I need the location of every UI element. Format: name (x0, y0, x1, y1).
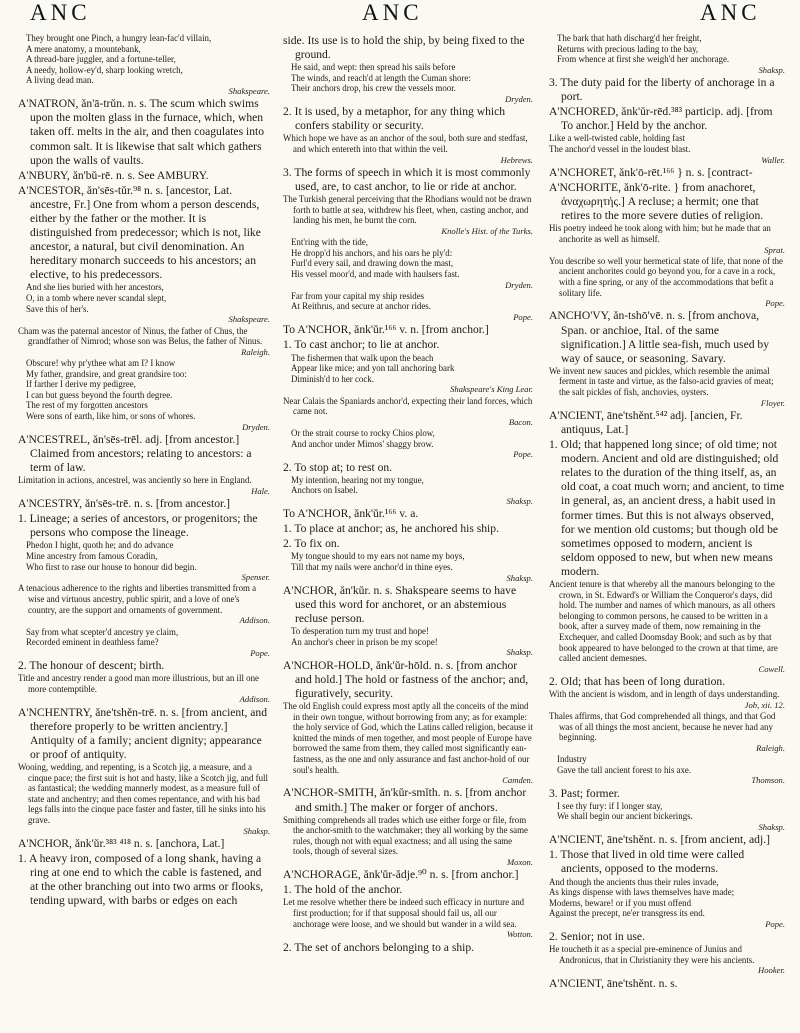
quotation-line: A thread-bare juggler, and a fortune-teller, (26, 54, 176, 65)
dictionary-entry: 1. The hold of the anchor. (283, 883, 403, 897)
citation-author: Shaksp. (506, 647, 533, 658)
citation-text: Cham was the paternal ancestor of Ninus, the father of Chus, the grandfather of Nimrod; whose son was Belus, the father of Ninus. (18, 325, 263, 347)
dictionary-entry: A'NCHORED, ǎnk'ǔr-rēd.³⁸³ particip. adj. [from To anchor.] Held by the anchor. (549, 105, 773, 133)
citation-text: Which hope we have as an anchor of the soul, both sure and stedfast, and which entereth into that within the veil. (283, 133, 528, 155)
citation-author: Job, xii. 12. (744, 699, 785, 710)
dictionary-entry: 2. To stop at; to rest on. (283, 460, 393, 474)
citation-author: Shaksp. (243, 825, 270, 836)
citation-author: Hooker. (758, 965, 785, 976)
dictionary-entry: A'NCHORAGE, ǎnk'ǔr-ǎdje.⁹⁰ n. s. [from anchor.] (283, 868, 519, 882)
column-2 (283, 33, 533, 1028)
citation-text: Like a well-twisted cable, holding fast (549, 133, 686, 144)
citation-author: Sprat. (764, 244, 785, 255)
citation-text: Against the precept, ne'er transgress its end. (549, 908, 705, 919)
quotation-line: Recorded eminent in deathless fame? (26, 637, 159, 648)
header-right: ANC (700, 0, 761, 25)
dictionary-entry: side. Its use is to hold the ship, by being fixed to the ground. (283, 34, 525, 62)
citation-author: Cowell. (758, 663, 785, 674)
quotation-line: A needy, hollow-ey'd, sharp looking wretch, (26, 64, 183, 75)
citation-author: Shaksp. (758, 64, 785, 75)
dictionary-entry: A'NCHOR-HOLD, ǎnk'ǔr-hōld. n. s. [from anchor and hold.] The hold or fastness of the anchor; and, figuratively, security. (283, 658, 529, 700)
citation-author: Camden. (502, 775, 533, 786)
citation-text: And though the ancients thus their rules invade, (549, 876, 719, 887)
quotation-line: From whence at first she weigh'd her anchorage. (557, 54, 730, 65)
citation-text: Moderns, beware! or if you must offend (549, 897, 692, 908)
quotation-line: Industry (557, 754, 587, 765)
citation-author: Shakspeare's King Lear. (450, 384, 533, 395)
quotation-line: We shall begin our ancient bickerings. (557, 811, 693, 822)
citation-author: Moxon. (506, 857, 533, 867)
citation-text: Let me resolve whether there be indeed such efficacy in nurture and first production; for if that supposal should fail us, all our anchorage were loose, and we should but wander in a wild sea. (283, 897, 525, 929)
quotation-line: My father, grandsire, and great grandsire too: (26, 368, 187, 379)
quotation-line: The bark that hath discharg'd her freight, (557, 33, 702, 43)
quotation-line: The winds, and reach'd at length the Cuman shore: (291, 72, 471, 83)
column-3 (549, 33, 785, 1028)
quotation-line: Appear like mice; and yon tall anchoring bark (291, 363, 455, 374)
citation-text: The Turkish general perceiving that the Rhodians would not be drawn forth to battle at sea, withdrew his fleet, when, casting anchor, and landing his men, he burnt the corn. (283, 194, 532, 226)
quotation-line: Mine ancestry from famous Coradin, (26, 550, 158, 561)
citation-author: Wotton. (506, 929, 533, 940)
citation-author: Addison. (239, 615, 270, 626)
citation-author: Dryden. (505, 279, 533, 290)
citation-text: Near Calais the Spaniards anchor'd, expecting their land forces, which came not. (283, 395, 533, 417)
quotation-line: O, in a tomb where never scandal slept, (26, 293, 167, 304)
dictionary-entry: A'NCHOR, ǎnk'ǔr.³⁸³ ⁴¹⁸ n. s. [anchora, Lat.] (18, 836, 225, 850)
dictionary-entry: A'NCHOR-SMITH, ǎn'kǔr-smǐth. n. s. [from anchor and smith.] The maker or forger of anchors. (283, 786, 527, 814)
dictionary-entry: A'NCESTOR, ǎn'sēs-tǔr.⁹⁸ n. s. [ancestor, Lat. ancestre, Fr.] One from whom a person descends, either by the father or the mother. It is distinguished from predecessor; which is not, like ancestor, a natural, but civil denomination. An hereditary monarch succeeds to his ancestors; an elective, to his predecessors. (18, 183, 261, 282)
quotation-line: Obscure! why pr'ythee what am I? I know (26, 358, 176, 369)
quotation-line: Who first to rase our house to honour did begin. (26, 561, 197, 572)
quotation-line: I see thy fury: if I longer stay, (557, 800, 663, 811)
citation-text: Ancient tenure is that whereby all the manours belonging to the crown, in St. Edward's or William the Conqueror's days, did hold. The number and names of which manours, as all others belonging to common persons, he caused to be written in a book, after a survey made of them, now remaining in the Exchequer, and called Doomsday Book; and such as by that book appeared to have belonged to the crown at that time, are called ancient demesnes. (549, 579, 778, 664)
quotation-line: An anchor's cheer in prison be my scope! (291, 636, 438, 647)
citation-author: Shakspeare. (228, 85, 270, 96)
citation-text: We invent new sauces and pickles, which resemble the animal ferment in taste and virtue, as the falso-acid gravies of meat; the salt pickles of fish, anchovies, oysters. (549, 365, 774, 398)
quotation-line: I can but guess beyond the fourth degree. (26, 389, 173, 400)
column-1 (18, 33, 270, 1028)
citation-text: Title and ancestry render a good man more illustrious, but an ill one more contemptible. (18, 673, 259, 694)
dictionary-entry: A'NCIENT, āne'tshěnt. n. s. (549, 976, 678, 990)
dictionary-entry: A'NCIENT, āne'tshěnt. n. s. [from ancient, adj.] (549, 833, 770, 847)
citation-text: With the ancient is wisdom, and in length of days understanding. (549, 689, 780, 700)
citation-text: As kings dispense with laws themselves have made; (549, 887, 735, 898)
dictionary-entry: A'NCHOR, ǎn'kǔr. n. s. Shakspeare seems to have used this word for anchoret, or an abstemious recluse person. (283, 583, 517, 626)
dictionary-entry: To A'NCHOR, ǎnk'ǔr.¹⁶⁶ v. n. [from anchor.] (283, 323, 489, 337)
quotation-line: A living dead man. (26, 75, 94, 86)
quotation-line: Till that my nails were anchor'd in thine eyes. (291, 562, 453, 573)
citation-author: Shaksp. (506, 572, 533, 583)
dictionary-entry: 2. Old; that has been of long duration. (549, 675, 726, 689)
dictionary-entry: 1. Old; that happened long since; of old time; not modern. Ancient and old are distinguished; old relates to the duration of the thing itself, as, an old coat, a coat much worn; and ancient, to time in general, as, an ancient dress, a habit used in former times. But this is not always observed, for we mention old customs; but though old be sometimes opposed to modern, ancient is seldom opposed to new, but when new means modern. (549, 438, 785, 578)
quotation-line: Their anchors drop, his crew the vessels moor. (291, 83, 456, 94)
dictionary-entry: 3. Past; former. (549, 786, 620, 800)
quotation-line: Anchors on Isabel. (291, 485, 358, 496)
citation-author: Bacon. (508, 416, 533, 427)
dictionary-entry: To A'NCHOR, ǎnk'ǔr.¹⁶⁶ v. a. (283, 507, 419, 521)
quotation-line: Returns with precious lading to the bay, (557, 43, 699, 54)
dictionary-entry: A'NCHENTRY, ǎne'tshěn-trē. n. s. [from ancient, and therefore properly to be written ancientry.] Antiquity of a family; ancient dignity; appearance or proof of antiquity. (18, 705, 267, 761)
dictionary-entry: 3. The forms of speech in which it is most commonly used, are, to cast anchor, to lie or ride at anchor. (283, 165, 531, 194)
dictionary-entry: 1. Those that lived in old time were called ancients, opposed to the moderns. (549, 848, 745, 876)
citation-author: Addison. (239, 694, 270, 705)
citation-author: Waller. (761, 154, 785, 165)
quotation-line: Phedon I hight, quoth he; and do advance (26, 540, 174, 551)
quotation-line: Far from your capital my ship resides (291, 290, 425, 301)
citation-text: The anchor'd vessel in the loudest blast. (549, 144, 691, 155)
citation-author: Knolle's Hist. of the Turks. (441, 225, 533, 236)
quotation-line: My tongue should to my ears not name my boys, (291, 551, 465, 562)
citation-author: Raleigh. (241, 346, 270, 357)
citation-author: Floyer. (760, 397, 785, 408)
citation-author: Shaksp. (506, 495, 533, 506)
citation-text: His poetry indeed he took along with him; but he made that an anchorite as well as himself. (549, 223, 771, 244)
quotation-line: Ent'ring with the tide, (291, 237, 369, 248)
quotation-line: They brought one Pinch, a hungry lean-fac'd villain, (26, 33, 212, 43)
quotation-line: He dropp'd his anchors, and his oars he ply'd: (291, 247, 453, 258)
quotation-line: My intention, hearing not my tongue, (291, 474, 424, 485)
dictionary-entry: A'NCESTREL, ǎn'sēs-trēl. adj. [from ancestor.] Claimed from ancestors; relating to ancestors: a term of law. (18, 432, 252, 475)
citation-text: Wooing, wedding, and repenting, is a Scotch jig, a measure, and a cinque pace; the first suit is hot and hasty, like a Scotch jig, and full as fantastical; the wedding mannerly modest, as a measure full of state and anchentry; and then comes repentance, and with his bad legs falls into the cinque pace faster and faster, till he sinks into his grave. (18, 761, 268, 825)
citation-author: Hale. (251, 485, 270, 496)
dictionary-entry: 3. The duty paid for the liberty of anchorage in a port. (549, 76, 775, 104)
quotation-line: He said, and wept: then spread his sails before (291, 62, 456, 73)
citation-text: A tenacious adherence to the rights and liberties transmitted from a wise and virtuous ancestry, public spirit, and a love of one's country, are the support and ornaments of government. (18, 583, 257, 615)
citation-author: Dryden. (505, 93, 533, 104)
citation-author: Pope. (513, 449, 533, 460)
dictionary-entry: ANCHO'VY, ǎn-tshō'vē. n. s. [from anchova, Span. or anchioe, Ital. of the same signification.] A little sea-fish, much used by way of sauce, or seasoning. Savary. (549, 309, 770, 365)
dictionary-entry: 2. To fix on. (283, 537, 340, 551)
dictionary-entry: 1. To cast anchor; to lie at anchor. (283, 338, 440, 352)
citation-author: Pope. (765, 918, 785, 929)
quotation-line: And anchor under Mimos' shaggy brow. (291, 438, 434, 449)
citation-author: Raleigh. (756, 742, 785, 753)
quotation-line: If farther I derive my pedigree, (26, 379, 136, 390)
citation-author: Dryden. (242, 421, 270, 432)
citation-text: Smithing comprehends all trades which use either forge or file, from the anchor-smith to the watchmaker; they all working by the same rules, though not with equal exactness; and all using the same tools, though of several sizes. (283, 814, 528, 857)
quotation-line: The rest of my forgotten ancestors (26, 400, 148, 411)
quotation-line: Gave the tall ancient forest to his axe. (557, 764, 692, 775)
dictionary-entry: A'NCIENT, āne'tshěnt.⁵⁴² adj. [ancien, Fr. antiquus, Lat.] (549, 408, 743, 437)
header-center: ANC (362, 0, 423, 25)
citation-author: Spenser. (241, 572, 270, 583)
dictionary-entry: 1. A heavy iron, composed of a long shank, having a ring at one end to which the cable is fastened, and at the other branching out into two arms or flooks, tending upward, with barbs or edges on each (18, 851, 264, 908)
quotation-line: Were sons of earth, like him, or sons of whores. (26, 411, 196, 422)
quotation-line: To desperation turn my trust and hope! (291, 626, 429, 637)
dictionary-entry: A'NBURY, ǎn'bǔ-rē. n. s. See AMBURY. (18, 168, 209, 182)
quotation-line: Or the strait course to rocky Chios plow, (291, 428, 435, 439)
citation-author: Thomson. (751, 775, 785, 786)
citation-author: Pope. (513, 312, 533, 323)
dictionary-entry: 2. The honour of descent; birth. (18, 659, 165, 672)
dictionary-entry: A'NCHORET, ǎnk'ō-rēt.¹⁶⁶ } n. s. [contract- (549, 165, 753, 179)
citation-author: Pope. (765, 298, 785, 309)
quotation-line: At Reithrus, and secure at anchor rides. (291, 301, 431, 312)
dictionary-entry: 2. It is used, by a metaphor, for any thing which confers stability or security. (283, 105, 506, 133)
citation-text: You describe so well your hermetical state of life, that none of the ancient anchorites could go beyond you, for a cave in a rock, with a fine spring, or any of the accommodations that befit a solitary life. (549, 255, 783, 298)
citation-author: Shaksp. (758, 821, 785, 832)
dictionary-entry: 2. Senior; not in use. (549, 930, 645, 944)
dictionary-entry: 1. Lineage; a series of ancestors, or progenitors; the persons who compose the lineage. (18, 512, 258, 540)
header-left: ANC (30, 0, 91, 25)
quotation-line: A mere anatomy, a mountebank, (26, 43, 141, 54)
citation-text: He toucheth it as a special pre-eminence of Junius and Andronicus, that in Christianity they were his ancients. (549, 944, 755, 965)
running-header (0, 0, 800, 28)
citation-text: The old English could express most aptly all the conceits of the mind in their own tongue, without borrowing from any; as for example: the holy service of God, which the Latins called religion, because it knitted the minds of men together, and most people of Europe have borrowed the same from them, they called most significantly ean-fastness, as the one and only assurance and fast anchor-hold of our soul's health. (283, 700, 533, 775)
dictionary-entry: A'NCHORITE, ǎnk'ō-rite. } from anachoret, ἀναχωρητής.] A recluse; a hermit; one that retires to the more severe duties of religion. (549, 181, 764, 223)
citation-text: Thales affirms, that God comprehended all things, and that God was of all things the most ancient, because he never had any beginning. (549, 711, 776, 743)
citation-author: Hebrews. (500, 154, 533, 165)
quotation-line: And she lies buried with her ancestors, (26, 282, 164, 293)
quotation-line: The fishermen that walk upon the beach (291, 352, 434, 363)
quotation-line: Diminish'd to her cock. (291, 373, 374, 384)
dictionary-entry: A'NATRON, ǎn'ā-trǔn. n. s. The scum which swims upon the molten glass in the furnace, which, when taken off. melts in the air, and then coagulates into common salt. It is likewise that salt which gathers upon the walls of vaults. (18, 97, 265, 167)
citation-author: Pope. (250, 647, 270, 658)
quotation-line: Furl'd every sail, and drawing down the mast, (291, 258, 454, 269)
citation-text: Limitation in actions, ancestrel, was anciently so here in England. (18, 475, 252, 486)
dictionary-entry: 1. To place at anchor; as, he anchored his ship. (283, 522, 499, 536)
quotation-line: Say from what scepter'd ancestry ye claim, (26, 626, 179, 637)
quotation-line: His vessel moor'd, and made with haulsers fast. (291, 268, 460, 279)
dictionary-entry: 2. The set of anchors belonging to a ship. (283, 940, 475, 954)
citation-author: Shakspeare. (228, 314, 270, 325)
dictionary-entry: A'NCESTRY, ǎn'sēs-trē. n. s. [from ancestor.] (18, 497, 230, 511)
quotation-line: Save this of her's. (26, 303, 89, 314)
